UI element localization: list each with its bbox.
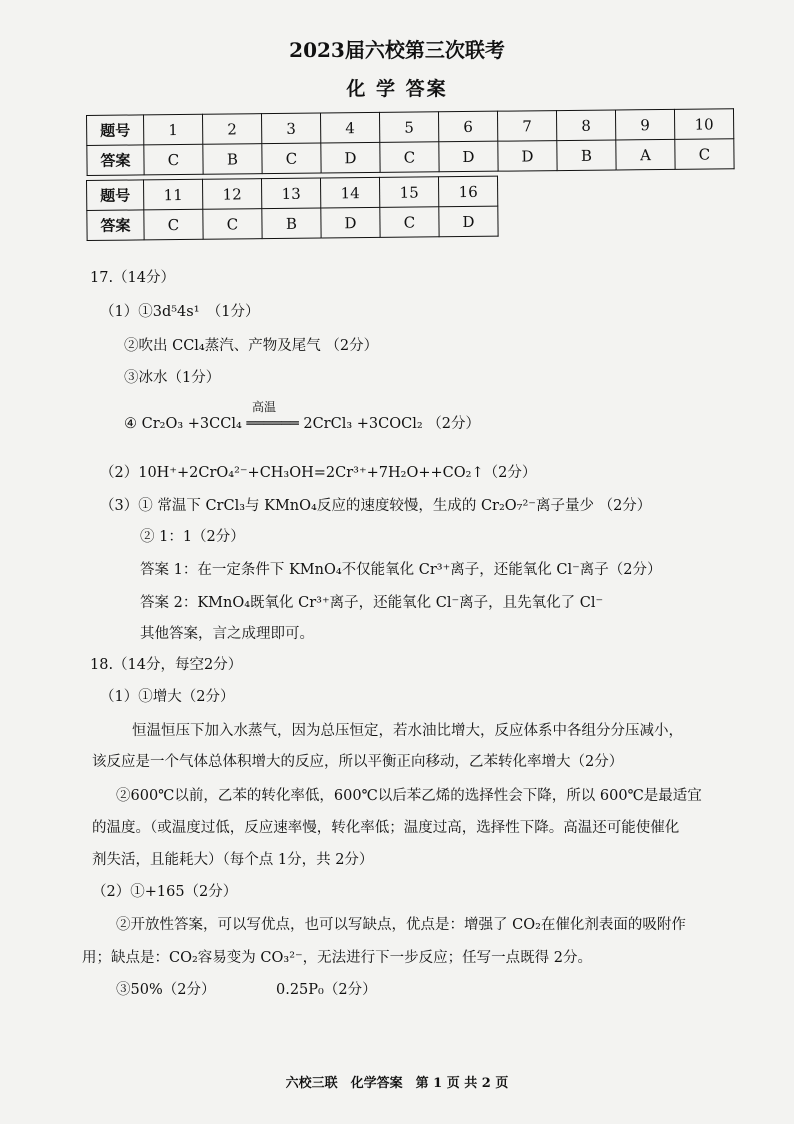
table-row-answers <box>87 206 498 240</box>
table-cell: 14 <box>320 177 379 208</box>
table-row-answers <box>87 139 734 176</box>
q18-answer-1-1: （1）①增大（2分） <box>100 689 235 705</box>
answer-table-2 <box>86 176 499 241</box>
q17-answer-1-2: ②吹出 CCl₄蒸汽、产物及尾气 （2分） <box>124 338 379 354</box>
table-cell: C <box>262 143 321 174</box>
q18-answer-1-5: 的温度。（或温度过低，反应速率慢，转化率低；温度过高，选择性下降。高温还可能使催化 <box>92 820 680 836</box>
q18-answer-1-2: 恒温恒压下加入水蒸气，因为总压恒定，若水油比增大，反应体系中各组分分压减小， <box>132 723 683 739</box>
table-cell: 6 <box>438 111 497 142</box>
table-cell: D <box>439 141 498 172</box>
table-cell: 3 <box>261 113 320 144</box>
table-cell: 5 <box>379 112 438 143</box>
row-header-number: 题号 <box>87 115 144 146</box>
table-cell: C <box>380 207 439 238</box>
page-subtitle: 化 学 答案 <box>346 78 448 100</box>
table-cell: 8 <box>556 110 615 141</box>
table-cell: 15 <box>379 177 438 208</box>
q18-heading: 18.（14分，每空2分） <box>90 657 243 673</box>
row-header-answer: 答案 <box>87 210 144 241</box>
table-cell: D <box>439 206 498 237</box>
table-cell: 12 <box>202 179 261 210</box>
q18-answer-2-3: 用；缺点是：CO₂容易变为 CO₃²⁻，无法进行下一步反应；任写一点既得 2分。 <box>82 950 592 966</box>
table-cell: D <box>321 142 380 173</box>
page-title: 2023届六校第三次联考 <box>289 38 505 62</box>
row-header-answer: 答案 <box>87 145 144 176</box>
table-cell: B <box>557 140 616 171</box>
table-cell: B <box>203 144 262 175</box>
q17-heading: 17.（14分） <box>90 270 176 286</box>
table-cell: 2 <box>202 114 261 145</box>
q17-answer-1-4: ④ Cr₂O₃ +3CCl₄ ══════ 2CrCl₃ +3COCl₂ （2分） <box>124 416 481 432</box>
page-footer: 六校三联 化学答案 第 1 页 共 2 页 <box>285 1076 509 1091</box>
q18-answer-2-4a: ③50%（2分） <box>116 982 216 998</box>
table-cell: 9 <box>615 109 674 140</box>
q17-answer-1-1: （1）①3d⁵4s¹ （1分） <box>100 304 260 320</box>
table-cell: A <box>616 139 675 170</box>
table-cell: D <box>498 141 557 172</box>
table-cell: C <box>380 142 439 173</box>
q18-answer-2-2: ②开放性答案，可以写优点，也可以写缺点，优点是：增强了 CO₂在催化剂表面的吸附作 <box>116 917 686 933</box>
q17-answer-3-1: （3）① 常温下 CrCl₃与 KMnO₄反应的速度较慢，生成的 Cr₂O₇²⁻离子量少 （2分） <box>100 498 652 514</box>
q18-answer-1-6: 剂失活，且能耗大）（每个点 1分，共 2分） <box>92 852 374 868</box>
q18-answer-1-4: ②600℃以前，乙苯的转化率低，600℃以后苯乙烯的选择性会下降，所以 600℃是最适宜 <box>116 788 702 804</box>
table-cell: 16 <box>438 176 497 207</box>
table-cell: 4 <box>320 112 379 143</box>
q17-answer-3-5: 其他答案，言之成理即可。 <box>140 626 314 642</box>
table-cell: 7 <box>497 111 556 142</box>
table-row-numbers <box>87 176 498 210</box>
row-header-number: 题号 <box>87 180 144 211</box>
q17-answer-3-4: 答案 2：KMnO₄既氧化 Cr³⁺离子，还能氧化 Cl⁻离子，且先氧化了 Cl⁻ <box>140 595 604 611</box>
table-cell: C <box>144 144 203 175</box>
answer-table-1 <box>86 108 735 176</box>
q17-answer-3-2: ② 1：1（2分） <box>140 529 245 545</box>
q18-answer-2-1: （2）①+165（2分） <box>92 884 238 900</box>
table-cell: C <box>675 139 734 170</box>
table-cell: 10 <box>674 109 733 140</box>
q17-answer-1-3: ③冰水（1分） <box>124 370 221 386</box>
table-cell: C <box>203 209 262 240</box>
table-cell: D <box>321 207 380 238</box>
table-cell: B <box>262 208 321 239</box>
table-cell: 1 <box>144 114 203 145</box>
reaction-condition-label: 高温 <box>252 400 277 414</box>
q17-answer-3-3: 答案 1：在一定条件下 KMnO₄不仅能氧化 Cr³⁺离子，还能氧化 Cl⁻离子（2分） <box>140 562 662 578</box>
table-cell: 11 <box>144 179 203 210</box>
q18-answer-2-4b: 0.25P₀（2分） <box>276 982 377 998</box>
q17-answer-2: （2）10H⁺+2CrO₄²⁻+CH₃OH=2Cr³⁺+7H₂O++CO₂↑（2分） <box>100 465 537 481</box>
q18-answer-1-3: 该反应是一个气体总体积增大的反应，所以平衡正向移动，乙苯转化率增大（2分） <box>92 754 624 770</box>
table-cell: 13 <box>261 178 320 209</box>
table-cell: C <box>144 209 203 240</box>
